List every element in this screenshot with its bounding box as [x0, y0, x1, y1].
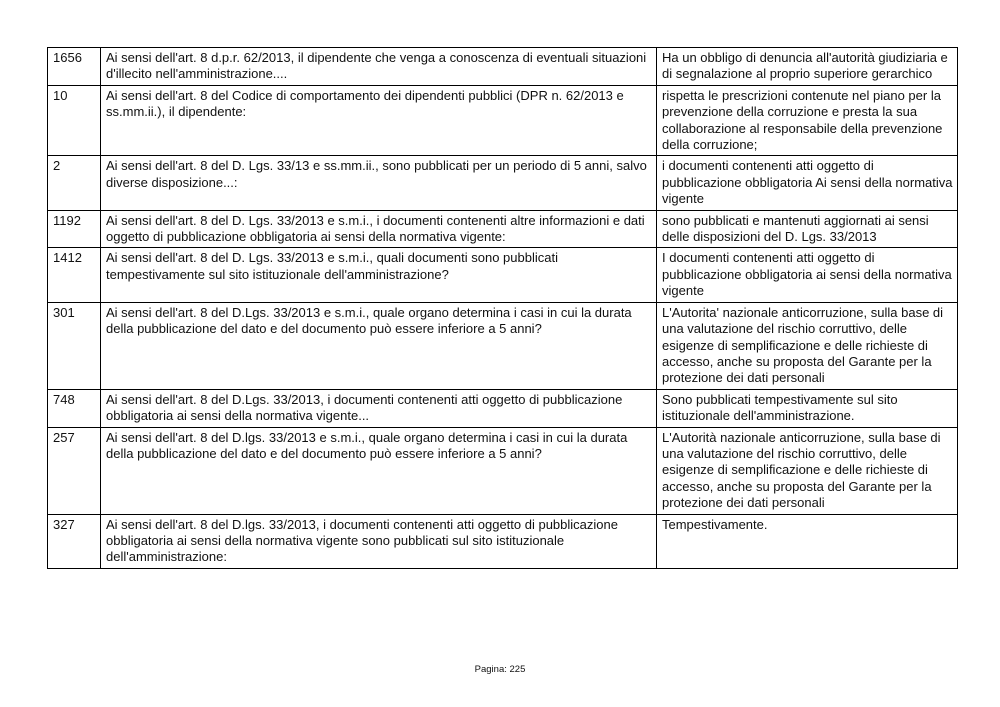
question-id: 1656 — [48, 48, 101, 86]
questions-table — [47, 47, 958, 569]
answer-text: Tempestivamente. — [657, 514, 958, 568]
answer-text: Sono pubblicati tempestivamente sul sito istituzionale dell'amministrazione. — [657, 389, 958, 427]
question-text: Ai sensi dell'art. 8 del D.lgs. 33/2013 e s.m.i., quale organo determina i casi in cui la durata della pubblicazione del dato e del documento può essere inferiore a 5 anni? — [101, 427, 657, 514]
question-id: 1192 — [48, 210, 101, 248]
question-text: Ai sensi dell'art. 8 del D. Lgs. 33/13 e ss.mm.ii., sono pubblicati per un periodo di 5 anni, salvo diverse disposizione...: — [101, 156, 657, 210]
page-number: Pagina: 225 — [474, 664, 526, 675]
question-text: Ai sensi dell'art. 8 del Codice di comportamento dei dipendenti pubblici (DPR n. 62/2013 e ss.mm.ii.), il dipendente: — [101, 85, 657, 156]
question-id: 301 — [48, 302, 101, 389]
answer-text: i documenti contenenti atti oggetto di pubblicazione obbligatoria Ai sensi della normativa vigente — [657, 156, 958, 210]
table-row — [48, 302, 958, 389]
table-row — [48, 156, 958, 210]
question-id: 10 — [48, 85, 101, 156]
question-id: 1412 — [48, 248, 101, 302]
table-row — [48, 210, 958, 248]
question-id: 2 — [48, 156, 101, 210]
question-text: Ai sensi dell'art. 8 del D. Lgs. 33/2013 e s.m.i., quali documenti sono pubblicati tempestivamente sul sito istituzionale dell'amministrazione? — [101, 248, 657, 302]
document-page — [47, 47, 957, 569]
question-text: Ai sensi dell'art. 8 del D.lgs. 33/2013, i documenti contenenti atti oggetto di pubblicazione obbligatoria ai sensi della normativa vigente sono pubblicati sul sito istituzionale dell'amministrazione: — [101, 514, 657, 568]
answer-text: I documenti contenenti atti oggetto di pubblicazione obbligatoria ai sensi della normativa vigente — [657, 248, 958, 302]
table-row — [48, 389, 958, 427]
table-row — [48, 85, 958, 156]
table-row — [48, 514, 958, 568]
answer-text: L'Autorita' nazionale anticorruzione, sulla base di una valutazione del rischio corruttivo, delle esigenze di semplificazione e delle richieste di accesso, anche su proposta del Garante per la protezione dei dati personali — [657, 302, 958, 389]
table-row — [48, 48, 958, 86]
question-id: 327 — [48, 514, 101, 568]
question-text: Ai sensi dell'art. 8 del D.Lgs. 33/2013 e s.m.i., quale organo determina i casi in cui la durata della pubblicazione del dato e del documento può essere inferiore a 5 anni? — [101, 302, 657, 389]
question-text: Ai sensi dell'art. 8 d.p.r. 62/2013, il dipendente che venga a conoscenza di eventuali situazioni d'illecito nell'amministrazione.... — [101, 48, 657, 86]
question-text: Ai sensi dell'art. 8 del D.Lgs. 33/2013, i documenti contenenti atti oggetto di pubblicazione obbligatoria ai sensi della normativa vigente... — [101, 389, 657, 427]
answer-text: Ha un obbligo di denuncia all'autorità giudiziaria e di segnalazione al proprio superiore gerarchico — [657, 48, 958, 86]
table-row — [48, 427, 958, 514]
question-id: 748 — [48, 389, 101, 427]
answer-text: sono pubblicati e mantenuti aggiornati ai sensi delle disposizioni del D. Lgs. 33/2013 — [657, 210, 958, 248]
answer-text: rispetta le prescrizioni contenute nel piano per la prevenzione della corruzione e presta la sua collaborazione al responsabile della prevenzione della corruzione; — [657, 85, 958, 156]
table-row — [48, 248, 958, 302]
answer-text: L'Autorità nazionale anticorruzione, sulla base di una valutazione del rischio corruttivo, delle esigenze di semplificazione e delle richieste di accesso, anche su proposta del Garante per la protezione dei dati personali — [657, 427, 958, 514]
question-text: Ai sensi dell'art. 8 del D. Lgs. 33/2013 e s.m.i., i documenti contenenti altre informazioni e dati oggetto di pubblicazione obbligatoria ai sensi della normativa vigente: — [101, 210, 657, 248]
question-id: 257 — [48, 427, 101, 514]
